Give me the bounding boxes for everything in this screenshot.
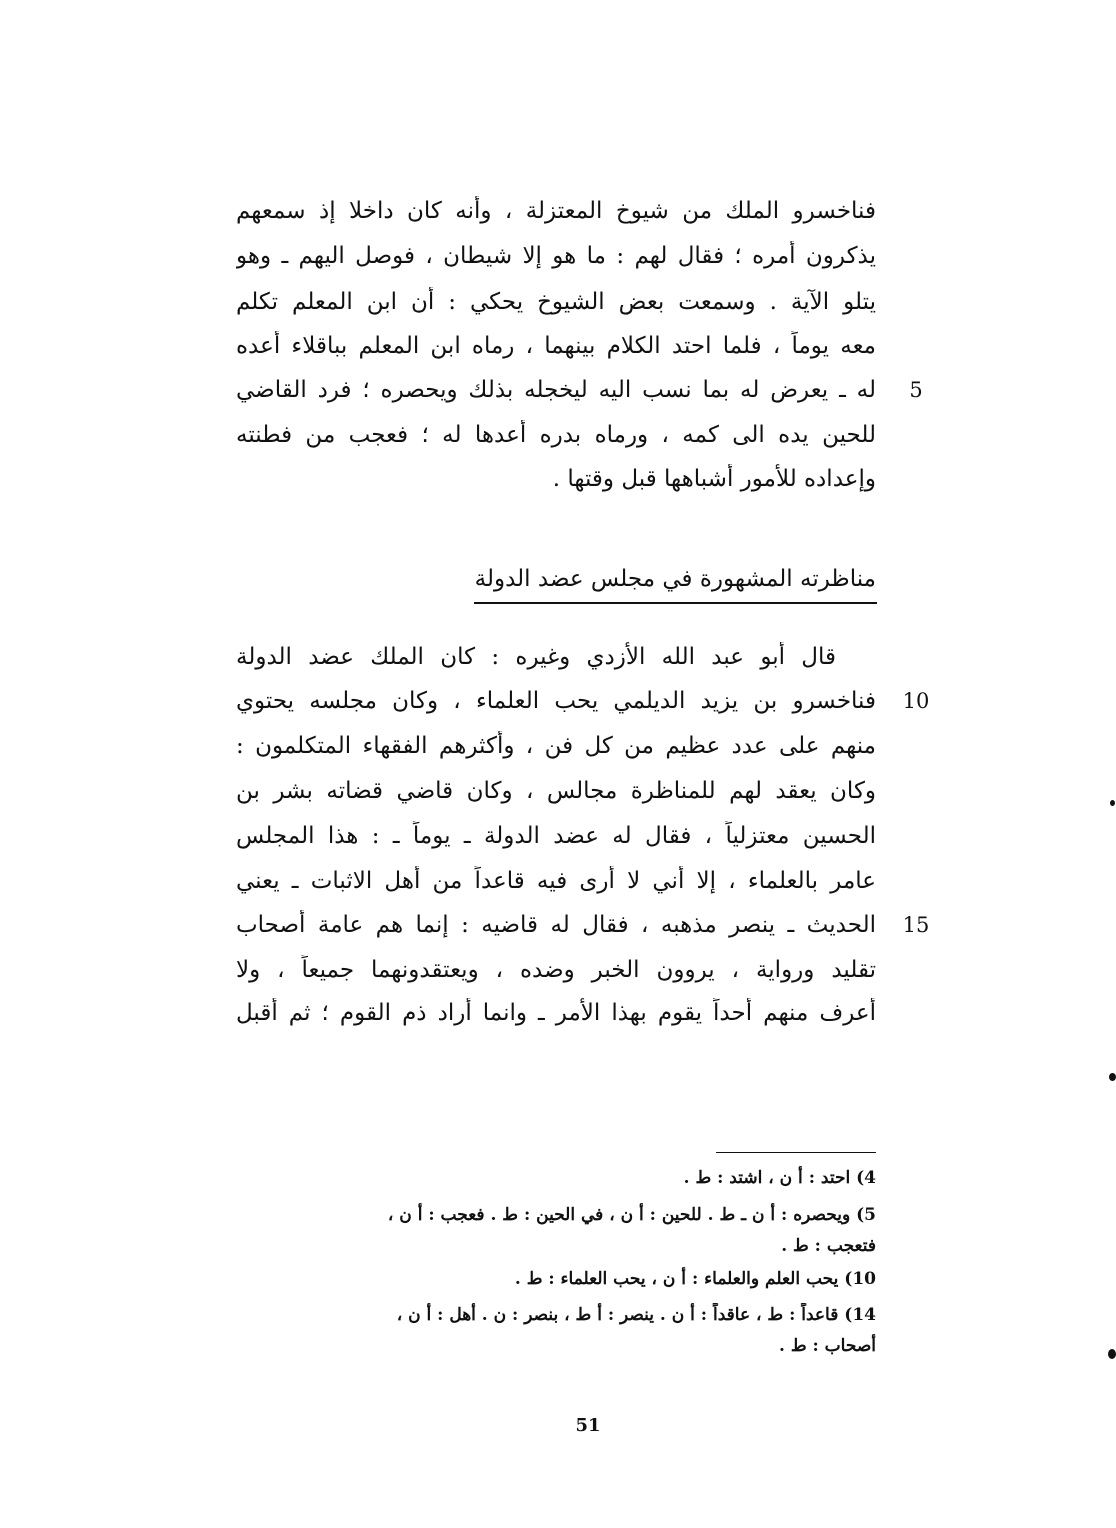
text-line: تقليد ورواية ، يروون الخبر وضده ، ويعتقدونهما جميعاً ، ولا <box>236 957 876 983</box>
text-line: فناخسرو الملك من شيوخ المعتزلة ، وأنه كان داخلا إذ سمعهم <box>236 198 876 224</box>
footnote-continuation: فتعجب : ط . <box>781 1236 876 1256</box>
text-line: عامر بالعلماء ، إلا أني لا أرى فيه قاعداً من أهل الاثبات ـ يعني <box>236 868 876 894</box>
footnote: 4) احتد : أ ن ، اشتد : ط . <box>683 1168 876 1188</box>
footnote: 14) قاعداً : ط ، عاقداً : أ ن . ينصر : أ ط ، بنصر : ن . أهل : أ ن ، <box>396 1305 876 1325</box>
line-number: 10 <box>902 689 930 713</box>
text-line: يتلو الآية . وسمعت بعض الشيوخ يحكي : أن ابن المعلم تكلم <box>236 289 876 315</box>
text-line: يذكرون أمره ؛ فقال لهم : ما هو إلا شيطان ، فوصل اليهم ـ وهو <box>236 243 876 269</box>
text-line: وكان يعقد لهم للمناظرة مجالس ، وكان قاضي قضاته بشر بن <box>236 778 876 804</box>
footnote: 5) ويحصره : أ ن ـ ط . للحين : أ ن ، في الحين : ط . فعجب : أ ن ، <box>387 1205 876 1225</box>
text-line: الحسين معتزلياً ، فقال له عضد الدولة ـ يوماً ـ : هذا المجلس <box>236 823 876 849</box>
section-heading: مناظرته المشهورة في مجلس عضد الدولة <box>474 566 876 592</box>
text-line: الحديث ـ ينصر مذهبه ، فقال له قاضيه : إنما هم عامة أصحاب <box>236 912 876 938</box>
text-line: له ـ يعرض له بما نسب اليه ليخجله بذلك ويحصره ؛ فرد القاضي <box>236 377 876 403</box>
text-line: فناخسرو بن يزيد الديلمي يحب العلماء ، وكان مجلسه يحتوي <box>236 688 876 714</box>
line-number: 15 <box>902 913 930 937</box>
footnote-continuation: أصحاب : ط . <box>779 1336 876 1356</box>
text-line: منهم على عدد عظيم من كل فن ، وأكثرهم الفقهاء المتكلمون : <box>236 733 876 759</box>
text-line: معه يوماً ، فلما احتد الكلام بينهما ، رماه ابن المعلم بباقلاء أعده <box>236 333 876 359</box>
footnote-separator <box>716 1152 876 1153</box>
line-number: 5 <box>909 378 923 402</box>
text-line: أعرف منهم أحداً يقوم بهذا الأمر ـ وانما أراد ذم القوم ؛ ثم أقبل <box>236 1000 876 1026</box>
scan-speck <box>1109 1073 1116 1081</box>
page-number: 51 <box>575 1415 601 1436</box>
scan-speck <box>1108 1349 1116 1359</box>
text-line: وإعداده للأمور أشباهها قبل وقتها . <box>552 466 876 492</box>
text-line: قال أبو عبد الله الأزدي وغيره : كان الملك عضد الدولة <box>236 644 836 670</box>
heading-underline <box>474 602 877 604</box>
footnote: 10) يحب العلم والعلماء : أ ن ، يحب العلماء : ط . <box>514 1269 876 1289</box>
scan-speck <box>1110 800 1115 806</box>
text-line: للحين يده الى كمه ، ورماه بدره أعدها له ؛ فعجب من فطنته <box>236 422 876 448</box>
